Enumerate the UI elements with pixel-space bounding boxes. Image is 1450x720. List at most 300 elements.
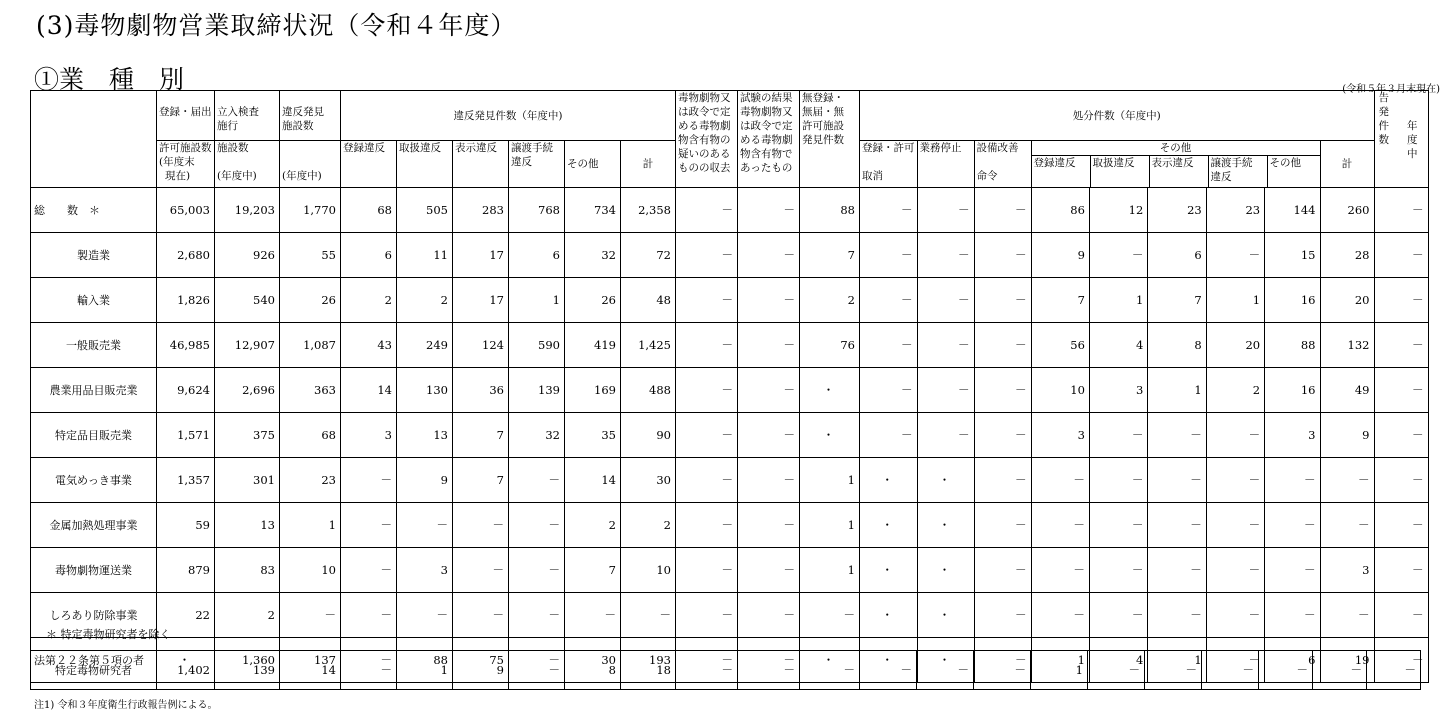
table-cell: 1,826 (157, 278, 215, 323)
table-cell: － (1148, 413, 1206, 458)
table-row (31, 458, 1429, 503)
table-cell: － (676, 651, 738, 690)
table-cell: 7 (1148, 278, 1206, 323)
table-cell: 6 (341, 233, 397, 278)
table-cell: － (974, 548, 1031, 593)
table-cell: 19 (1320, 638, 1374, 683)
table-cell: 1 (1089, 278, 1147, 323)
header-sampling: 毒物劇物又 は政令で定 める毒物劇 物含有物の 疑いのある ものの収去 (676, 91, 738, 188)
header-unregistered: 無登録・ 無届・無 許可施設 発見件数 (800, 91, 860, 188)
table-cell: 9 (1320, 413, 1374, 458)
table-row (31, 413, 1429, 458)
table-cell: － (1206, 233, 1264, 278)
table-cell: 1 (280, 503, 341, 548)
table-cell: － (341, 503, 397, 548)
table-cell: 137 (280, 638, 341, 683)
table-cell: ・ (917, 593, 974, 638)
table-cell: 1,357 (157, 458, 215, 503)
table-cell: － (860, 368, 918, 413)
row-label: 一般販売業 (31, 323, 157, 368)
table-cell: － (974, 233, 1031, 278)
header-v-total: 計 (621, 141, 676, 188)
table-cell: 2 (621, 503, 676, 548)
table-cell: － (1089, 548, 1147, 593)
header-d-registration: 登録違反 (1032, 156, 1091, 187)
table-cell: 1 (397, 651, 453, 690)
table-cell: 1 (800, 548, 860, 593)
table-cell: － (1031, 548, 1089, 593)
header-d-display: 表示違反 (1150, 156, 1209, 187)
table-cell: － (1320, 503, 1374, 548)
table-cell: － (1089, 593, 1147, 638)
table-cell: － (1374, 233, 1428, 278)
table-cell: 1,087 (280, 323, 341, 368)
table-cell: 15 (1265, 233, 1320, 278)
table-cell: － (1374, 323, 1428, 368)
table-cell: 43 (341, 323, 397, 368)
table-cell: 13 (215, 503, 280, 548)
table-cell: － (621, 593, 676, 638)
footnote-source: 注1) 令和３年度衛生行政報告例による。 (34, 700, 218, 711)
table-cell: 590 (509, 323, 565, 368)
table-cell: 7 (453, 458, 509, 503)
table-cell: － (738, 233, 800, 278)
table-cell: － (738, 458, 800, 503)
table-cell: 76 (800, 323, 860, 368)
table-cell: － (676, 548, 738, 593)
table-cell: 17 (453, 278, 509, 323)
row-label: 金属加熱処理事業 (31, 503, 157, 548)
table-cell: 139 (509, 368, 565, 413)
table-cell: 56 (1031, 323, 1089, 368)
table-cell: － (800, 593, 860, 638)
table-cell: 249 (397, 323, 453, 368)
table-cell: 19,203 (215, 188, 280, 233)
table-cell: － (341, 458, 397, 503)
table-cell: － (974, 503, 1031, 548)
header-d-handling: 取扱違反 (1091, 156, 1150, 187)
table-cell: 301 (215, 458, 280, 503)
table-row (31, 548, 1429, 593)
table-cell: ・ (800, 638, 860, 683)
table-cell: 20 (1206, 323, 1264, 368)
table-cell: 11 (397, 233, 453, 278)
table-cell: － (738, 188, 800, 233)
table-cell: － (565, 593, 621, 638)
table-cell: － (738, 651, 800, 690)
table-cell: 734 (565, 188, 621, 233)
table-cell: ・ (917, 458, 974, 503)
table-cell: － (1374, 368, 1428, 413)
table-cell: － (1089, 233, 1147, 278)
table-cell: 768 (509, 188, 565, 233)
table-cell: 6 (509, 233, 565, 278)
header-v-other: その他 (565, 141, 621, 188)
table-cell: ・ (860, 638, 918, 683)
header-d-other: その他 (1269, 157, 1301, 169)
table-cell: 88 (800, 188, 860, 233)
table-cell: － (341, 638, 397, 683)
table-cell: 144 (1265, 188, 1320, 233)
table-cell: 59 (157, 503, 215, 548)
table-cell: 1 (800, 458, 860, 503)
table-cell: 139 (215, 651, 280, 690)
header-category-blank (31, 91, 157, 188)
table-cell: 90 (621, 413, 676, 458)
table-cell: － (860, 233, 918, 278)
table-cell: 23 (1148, 188, 1206, 233)
table-cell: － (974, 368, 1031, 413)
table-cell: 260 (1320, 188, 1374, 233)
table-cell: － (1089, 503, 1147, 548)
table-cell: 9,624 (157, 368, 215, 413)
table-cell: ・ (800, 368, 860, 413)
table-cell: － (676, 233, 738, 278)
table-cell: － (1031, 503, 1089, 548)
page-title: (3)毒物劇物営業取締状況（令和４年度） (36, 11, 517, 40)
table-cell: 32 (509, 413, 565, 458)
table-cell: 193 (621, 638, 676, 683)
table-cell: 7 (565, 548, 621, 593)
table-cell: 16 (1265, 278, 1320, 323)
table-cell: 2 (1206, 368, 1264, 413)
table-cell: 1 (1031, 651, 1088, 690)
table-cell: 65,003 (157, 188, 215, 233)
table-cell: 9 (397, 458, 453, 503)
table-cell: － (676, 278, 738, 323)
header-registered-sub: 許可施設数 (年度末 現在) (157, 141, 215, 188)
table-cell: － (1206, 548, 1264, 593)
table-cell: 48 (621, 278, 676, 323)
table-cell: － (341, 593, 397, 638)
header-v-handling: 取扱違反 (397, 141, 453, 188)
table-cell: 124 (453, 323, 509, 368)
table-cell: － (1206, 413, 1264, 458)
table-cell: － (860, 323, 918, 368)
row-label: 総 数 ＊ (31, 188, 157, 233)
table-cell: 7 (1031, 278, 1089, 323)
table-cell: － (1206, 638, 1264, 683)
table-cell: 13 (397, 413, 453, 458)
table-cell: 2,680 (157, 233, 215, 278)
table-cell: 88 (397, 638, 453, 683)
table-cell: － (676, 323, 738, 368)
row-label: 特定品目販売業 (31, 413, 157, 458)
table-cell: 49 (1320, 368, 1374, 413)
table-cell: 540 (215, 278, 280, 323)
table-cell: － (917, 278, 974, 323)
table-cell: 12 (1089, 188, 1147, 233)
table-cell: － (509, 638, 565, 683)
table-cell: 7 (800, 233, 860, 278)
row-label: 輸入業 (31, 278, 157, 323)
table-cell: 35 (565, 413, 621, 458)
table-cell: － (453, 503, 509, 548)
table-cell: － (341, 651, 397, 690)
table-cell: 88 (1265, 323, 1320, 368)
table-cell: 1,360 (215, 638, 280, 683)
table-cell: － (1374, 503, 1428, 548)
table-cell: 55 (280, 233, 341, 278)
table-cell: 1 (1148, 368, 1206, 413)
table-cell: 3 (1089, 368, 1147, 413)
table-cell: ・ (917, 638, 974, 683)
table-cell: － (1374, 458, 1428, 503)
table-cell: － (738, 278, 800, 323)
row-label: 製造業 (31, 233, 157, 278)
header-v-transfer: 譲渡手続 違反 (509, 141, 565, 188)
table-cell: － (1374, 188, 1428, 233)
researcher-table (30, 650, 1421, 690)
table-cell: － (1320, 593, 1374, 638)
table-cell: 1 (800, 503, 860, 548)
table-cell: － (509, 458, 565, 503)
section-subtitle: ①業 種 別 (34, 65, 185, 94)
table-cell: － (676, 188, 738, 233)
header-v-registration: 登録違反 (341, 141, 397, 188)
table-cell: 3 (341, 413, 397, 458)
table-cell: － (1265, 503, 1320, 548)
table-cell: 2,696 (215, 368, 280, 413)
table-cell: 363 (280, 368, 341, 413)
table-cell: － (1206, 593, 1264, 638)
table-cell: 26 (280, 278, 341, 323)
table-cell: － (738, 638, 800, 683)
table-cell: － (1148, 548, 1206, 593)
table-cell: － (974, 638, 1031, 683)
table-cell: ・ (860, 593, 918, 638)
table-cell: － (1265, 548, 1320, 593)
table-cell: 86 (1031, 188, 1089, 233)
table-cell: － (738, 548, 800, 593)
table-cell: 3 (397, 548, 453, 593)
table-cell: 83 (215, 548, 280, 593)
table-cell: ・ (917, 503, 974, 548)
table-cell: － (1031, 593, 1089, 638)
table-cell: 7 (453, 413, 509, 458)
header-violation-facilities-sub: (年度中) (280, 141, 341, 188)
table-cell: － (1089, 413, 1147, 458)
table-cell: 3 (1320, 548, 1374, 593)
table-cell: 1 (509, 278, 565, 323)
header-d-suspend: 業務停止 (917, 141, 974, 188)
row-label: 特定毒物研究者 (31, 651, 157, 690)
table-cell: 1 (1148, 638, 1206, 683)
table-cell: 46,985 (157, 323, 215, 368)
table-cell: ・ (917, 548, 974, 593)
table-cell: 3 (1031, 413, 1089, 458)
table-cell: － (738, 323, 800, 368)
table-cell: － (917, 188, 974, 233)
header-v-display: 表示違反 (453, 141, 509, 188)
table-cell: 14 (341, 368, 397, 413)
table-cell: 1,770 (280, 188, 341, 233)
footnote-researchers-excluded: ＊ 特定毒物研究者を除く (46, 628, 171, 641)
table-cell: ・ (800, 413, 860, 458)
table-cell: － (1265, 458, 1320, 503)
table-row (31, 323, 1429, 368)
table-cell: － (1374, 278, 1428, 323)
table-cell: － (676, 638, 738, 683)
table-cell: － (860, 651, 917, 690)
table-cell: 879 (157, 548, 215, 593)
table-cell: － (676, 413, 738, 458)
table-cell: － (453, 548, 509, 593)
table-cell: 283 (453, 188, 509, 233)
table-cell: － (738, 368, 800, 413)
table-cell: － (1148, 593, 1206, 638)
header-d-transfer: 譲渡手続 違反 (1209, 156, 1268, 187)
table-cell: 23 (280, 458, 341, 503)
table-cell: 20 (1320, 278, 1374, 323)
table-cell: － (341, 548, 397, 593)
table-cell: 1,571 (157, 413, 215, 458)
table-cell: － (280, 593, 341, 638)
table-cell: 30 (565, 638, 621, 683)
table-cell: － (1259, 651, 1313, 690)
table-cell: 3 (1265, 413, 1320, 458)
table-cell: － (738, 413, 800, 458)
table-cell: 4 (1089, 323, 1147, 368)
table-cell: － (1202, 651, 1259, 690)
table-cell: 8 (1148, 323, 1206, 368)
table-cell: 132 (1320, 323, 1374, 368)
table-cell: － (974, 323, 1031, 368)
table-cell: 6 (1265, 638, 1320, 683)
table-cell: － (917, 413, 974, 458)
table-cell: ・ (860, 548, 918, 593)
table-cell: 18 (621, 651, 676, 690)
header-test-result: 試験の結果 毒物劇物又 は政令で定 める毒物劇 物含有物で あったもの (738, 91, 800, 188)
header-d-total: 計 (1320, 141, 1374, 188)
table-cell: － (917, 323, 974, 368)
table-cell: 1,402 (157, 651, 215, 690)
header-inspections-sub: 施設数 (年度中) (215, 141, 280, 188)
table-cell: － (676, 503, 738, 548)
table-cell: － (676, 458, 738, 503)
table-cell: － (509, 651, 565, 690)
table-cell: 169 (565, 368, 621, 413)
as-of-date: (令和５年３月末現在) (1342, 84, 1440, 95)
table-cell: － (1374, 413, 1428, 458)
header-violation-facilities: 違反発見 施設数 (280, 91, 341, 141)
table-cell: 2 (215, 593, 280, 638)
table-cell: － (1148, 503, 1206, 548)
row-label: しろあり防除事業 (31, 593, 157, 638)
table-cell: 12,907 (215, 323, 280, 368)
header-d-revoke: 登録・許可 取消 (860, 141, 918, 188)
table-cell: － (1206, 503, 1264, 548)
table-cell: － (397, 593, 453, 638)
table-cell: 68 (341, 188, 397, 233)
table-cell: － (800, 651, 860, 690)
table-cell: － (1374, 548, 1428, 593)
table-cell: 375 (215, 413, 280, 458)
table-row (31, 503, 1429, 548)
table-cell: 2 (800, 278, 860, 323)
header-disposition-group: 処分件数（年度中) (860, 91, 1375, 141)
table-cell: － (1206, 458, 1264, 503)
table-cell: 75 (453, 638, 509, 683)
table-cell: 10 (1031, 368, 1089, 413)
table-row (31, 368, 1429, 413)
table-cell: － (676, 593, 738, 638)
table-cell: ・ (157, 638, 215, 683)
table-cell: － (974, 593, 1031, 638)
table-cell: － (509, 548, 565, 593)
table-cell: － (676, 368, 738, 413)
table-cell: － (1145, 651, 1202, 690)
row-label: 法第２２条第５項の者 (31, 638, 157, 683)
table-cell: － (1374, 638, 1428, 683)
table-row (31, 233, 1429, 278)
table-cell: － (860, 278, 918, 323)
table-cell: 2 (341, 278, 397, 323)
table-cell: － (509, 503, 565, 548)
table-cell: － (1313, 651, 1367, 690)
table-cell: － (917, 651, 974, 690)
table-cell: 10 (280, 548, 341, 593)
table-cell: 72 (621, 233, 676, 278)
table-cell: 4 (1089, 638, 1147, 683)
table-cell: － (860, 413, 918, 458)
table-cell: 130 (397, 368, 453, 413)
researcher-row (31, 651, 1421, 690)
table-row (31, 593, 1429, 638)
table-cell: － (1031, 458, 1089, 503)
table-cell: － (397, 503, 453, 548)
table-cell: 2 (565, 503, 621, 548)
table-cell: ・ (860, 458, 918, 503)
table-row (31, 278, 1429, 323)
table-cell: － (509, 593, 565, 638)
statistics-table (30, 90, 1429, 683)
header-charges: 告 発 件 数 年 度 中 (1374, 91, 1428, 188)
table-cell: － (860, 188, 918, 233)
table-cell: 68 (280, 413, 341, 458)
table-cell: 30 (621, 458, 676, 503)
table-cell: － (917, 233, 974, 278)
row-label: 毒物劇物運送業 (31, 548, 157, 593)
table-cell: 26 (565, 278, 621, 323)
table-cell: 1,425 (621, 323, 676, 368)
table-cell: 36 (453, 368, 509, 413)
table-cell: － (738, 503, 800, 548)
table-cell: － (1148, 458, 1206, 503)
table-cell: 2,358 (621, 188, 676, 233)
table-cell: 6 (1148, 233, 1206, 278)
table-cell: － (1367, 651, 1421, 690)
table-cell: 14 (280, 651, 341, 690)
table-cell: 17 (453, 233, 509, 278)
table-cell: － (1088, 651, 1145, 690)
header-registered: 登録・届出 (157, 91, 215, 141)
table-cell: 14 (565, 458, 621, 503)
header-d-improve: 設備改善 命令 (974, 141, 1031, 188)
table-cell: 505 (397, 188, 453, 233)
table-cell: － (1265, 593, 1320, 638)
table-cell: 16 (1265, 368, 1320, 413)
header-violation-count-group: 違反発見件数（年度中) (341, 91, 676, 141)
table-cell: － (974, 458, 1031, 503)
table-cell: 1 (1206, 278, 1264, 323)
header-d-other-group: その他 登録違反 取扱違反 表示違反 譲渡手続 違反 その他 (1031, 141, 1320, 188)
table-cell: ・ (860, 503, 918, 548)
table-cell: － (917, 368, 974, 413)
table-cell: － (738, 593, 800, 638)
table-cell: 419 (565, 323, 621, 368)
table-cell: 8 (565, 651, 621, 690)
